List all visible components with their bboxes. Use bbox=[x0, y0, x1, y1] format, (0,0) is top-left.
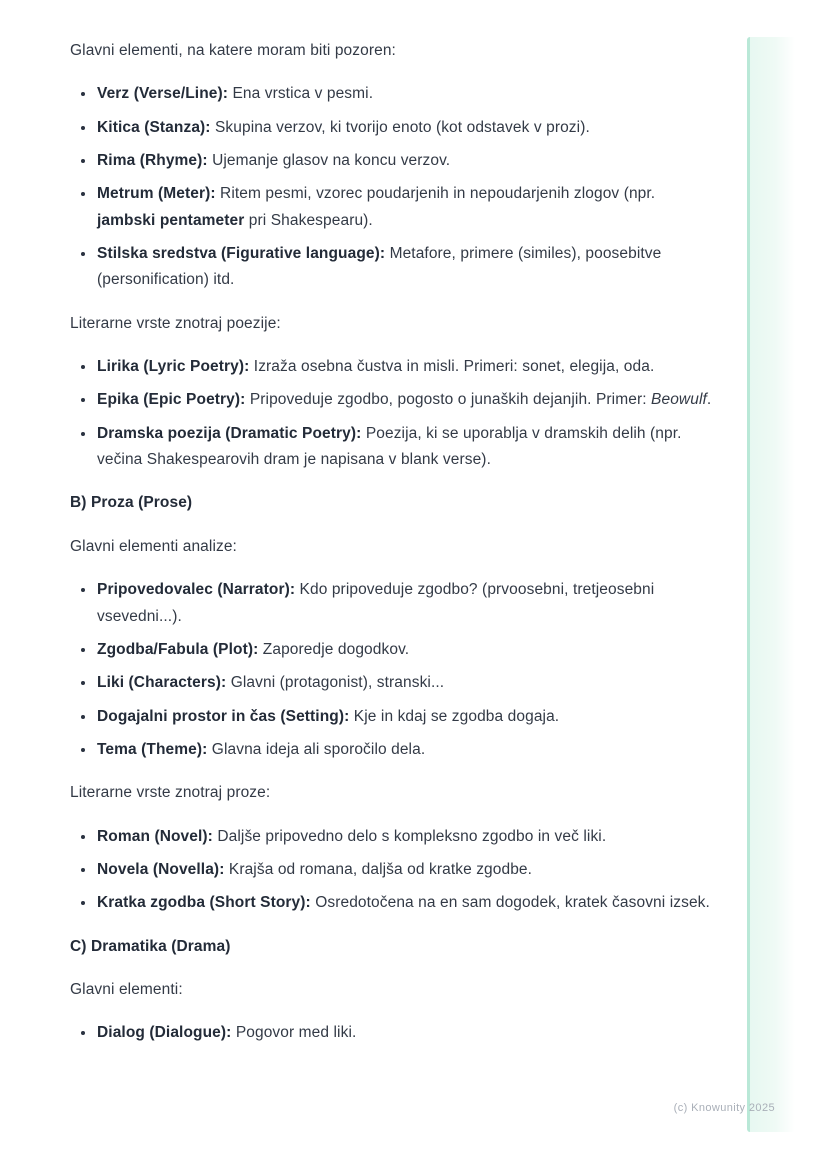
text-segment-bold: Epika (Epic Poetry): bbox=[97, 391, 246, 409]
text-segment-bold: Zgodba/Fabula (Plot): bbox=[97, 640, 259, 658]
bullet-list bbox=[70, 81, 718, 293]
list-item bbox=[96, 354, 718, 380]
text-segment-bold: Roman (Novel): bbox=[97, 827, 213, 845]
list-item bbox=[96, 857, 718, 883]
text-segment-bold: Verz (Verse/Line): bbox=[97, 85, 229, 103]
text-segment-bold: Dramska poezija (Dramatic Poetry): bbox=[97, 424, 362, 442]
text-segment-regular: . bbox=[706, 391, 712, 409]
text-segment-bold: Pripovedovalec (Narrator): bbox=[97, 581, 296, 599]
section-heading bbox=[70, 490, 718, 516]
text-segment-bold: Rima (Rhyme): bbox=[97, 152, 208, 170]
list-item bbox=[96, 387, 718, 413]
text-segment-regular: Skupina verzov, ki tvorijo enoto (kot odstavek v prozi). bbox=[210, 118, 590, 136]
text-segment-regular: Glavni elementi, na katere moram biti pozoren: bbox=[70, 42, 396, 59]
text-segment-regular: Krajša od romana, daljša od kratke zgodbe. bbox=[224, 860, 533, 878]
text-segment-regular: Pogovor med liki. bbox=[231, 1024, 357, 1042]
document-content bbox=[70, 38, 718, 1064]
text-segment-bold: C) Dramatika (Drama) bbox=[70, 937, 231, 955]
text-segment-bold: Dogajalni prostor in čas (Setting): bbox=[97, 707, 350, 725]
text-segment-regular: Zaporedje dogodkov. bbox=[258, 640, 410, 658]
text-segment-regular: Glavni elementi analize: bbox=[70, 537, 237, 555]
bullet-list bbox=[70, 1020, 718, 1046]
list-item bbox=[96, 148, 718, 174]
text-segment-regular: Ritem pesmi, vzorec poudarjenih in nepoudarjenih zlogov (npr. bbox=[215, 185, 656, 203]
text-segment-regular: Glavni (protagonist), stranski... bbox=[226, 674, 445, 692]
list-item bbox=[96, 115, 718, 141]
text-segment-bold: jambski pentameter bbox=[97, 211, 245, 229]
list-item bbox=[96, 670, 718, 696]
list-item bbox=[96, 181, 718, 234]
text-segment-regular: Glavna ideja ali sporočilo dela. bbox=[207, 740, 426, 758]
text-segment-regular: Metafore, primere (similes), poosebitve (personification) itd. bbox=[97, 245, 662, 289]
bullet-list bbox=[70, 577, 718, 763]
accent-bar bbox=[747, 37, 795, 1132]
text-segment-bold: B) Proza (Prose) bbox=[70, 494, 193, 512]
text-segment-regular: Osredotočena na en sam dogodek, kratek časovni izsek. bbox=[310, 894, 710, 912]
text-segment-regular: Literarne vrste znotraj proze: bbox=[70, 784, 271, 802]
paragraph bbox=[70, 38, 718, 64]
list-item bbox=[96, 637, 718, 663]
paragraph bbox=[70, 780, 718, 806]
text-segment-bold: Novela (Novella): bbox=[97, 860, 225, 878]
text-segment-bold: Dialog (Dialogue): bbox=[97, 1024, 232, 1042]
list-item bbox=[96, 890, 718, 916]
text-segment-regular: Kdo pripoveduje zgodbo? (prvoosebni, tretjeosebni vsevedni...). bbox=[97, 581, 655, 625]
list-item bbox=[96, 824, 718, 850]
list-item bbox=[96, 704, 718, 730]
text-segment-bold: Liki (Characters): bbox=[97, 674, 227, 692]
text-segment-regular: Literarne vrste znotraj poezije: bbox=[70, 314, 281, 332]
text-segment-regular: Pripoveduje zgodbo, pogosto o junaških dejanjih. Primer: bbox=[245, 391, 652, 409]
text-segment-regular: Kje in kdaj se zgodba dogaja. bbox=[349, 707, 560, 725]
text-segment-bold: Tema (Theme): bbox=[97, 740, 208, 758]
section-heading bbox=[70, 934, 718, 960]
watermark: (c) Knowunity 2025 bbox=[673, 1102, 775, 1114]
paragraph bbox=[70, 534, 718, 560]
paragraph bbox=[70, 977, 718, 1003]
text-segment-bold: Metrum (Meter): bbox=[97, 185, 216, 203]
list-item bbox=[96, 241, 718, 294]
text-segment-italic: Beowulf bbox=[651, 391, 707, 409]
list-item bbox=[96, 1020, 718, 1046]
paragraph bbox=[70, 311, 718, 337]
text-segment-bold: Kratka zgodba (Short Story): bbox=[97, 894, 311, 912]
bullet-list bbox=[70, 354, 718, 473]
text-segment-bold: Kitica (Stanza): bbox=[97, 118, 211, 136]
text-segment-bold: Lirika (Lyric Poetry): bbox=[97, 358, 250, 376]
text-segment-bold: Stilska sredstva (Figurative language): bbox=[97, 245, 386, 263]
list-item bbox=[96, 577, 718, 630]
list-item bbox=[96, 81, 718, 107]
text-segment-regular: Ujemanje glasov na koncu verzov. bbox=[207, 152, 451, 170]
text-segment-regular: Ena vrstica v pesmi. bbox=[228, 85, 374, 103]
text-segment-regular: Izraža osebna čustva in misli. Primeri: sonet, elegija, oda. bbox=[249, 358, 655, 376]
text-segment-regular: Poezija, ki se uporablja v dramskih delih (npr. večina Shakespearovih dram je napisana v blank verse). bbox=[97, 424, 682, 469]
text-segment-regular: pri Shakespearu). bbox=[244, 211, 373, 229]
text-segment-regular: Glavni elementi: bbox=[70, 980, 183, 998]
bullet-list bbox=[70, 824, 718, 917]
list-item bbox=[96, 737, 718, 763]
list-item bbox=[96, 421, 718, 474]
text-segment-regular: Daljše pripovedno delo s kompleksno zgodbo in več liki. bbox=[212, 827, 607, 845]
